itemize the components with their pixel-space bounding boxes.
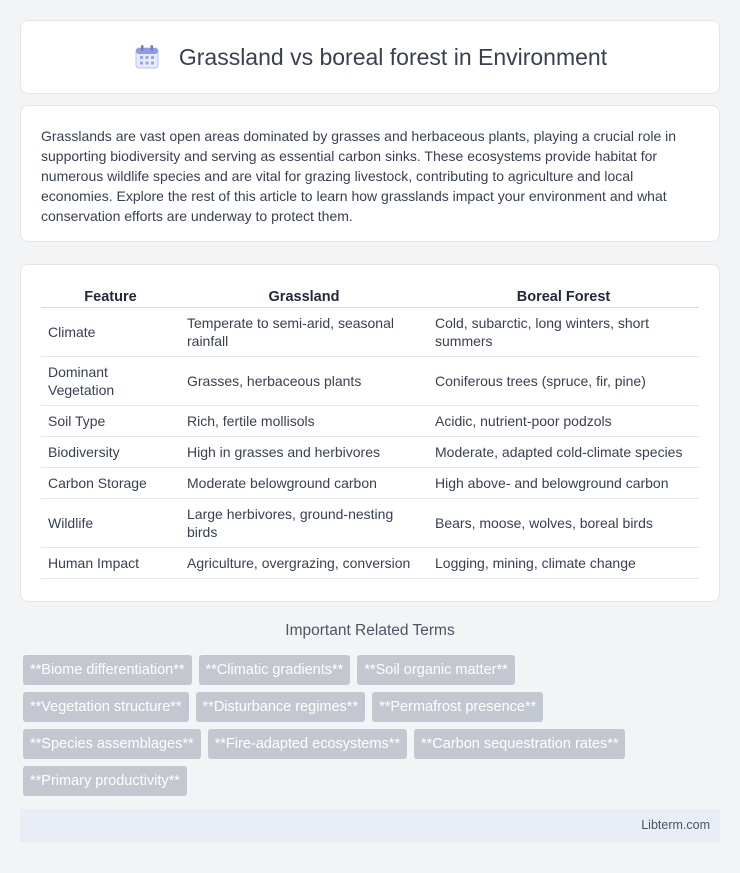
table-cell: Moderate, adapted cold-climate species bbox=[428, 437, 699, 468]
table-row bbox=[41, 308, 699, 357]
table-row bbox=[41, 548, 699, 579]
term-tag[interactable]: **Vegetation structure** bbox=[23, 692, 189, 722]
term-tag[interactable]: **Species assemblages** bbox=[23, 729, 201, 759]
header-card bbox=[20, 20, 720, 94]
table-cell: Climate bbox=[41, 308, 180, 357]
table-cell: High above- and belowground carbon bbox=[428, 468, 699, 499]
header-grassland: Grassland bbox=[180, 287, 428, 308]
term-tag[interactable]: **Primary productivity** bbox=[23, 766, 187, 796]
table-cell: Rich, fertile mollisols bbox=[180, 406, 428, 437]
related-terms bbox=[23, 655, 723, 803]
table-row bbox=[41, 468, 699, 499]
table-cell: Cold, subarctic, long winters, short summers bbox=[428, 308, 699, 357]
term-tag[interactable]: **Carbon sequestration rates** bbox=[414, 729, 625, 759]
table-cell: Large herbivores, ground-nesting birds bbox=[180, 499, 428, 548]
calendar-icon bbox=[133, 43, 161, 71]
table-cell: Moderate belowground carbon bbox=[180, 468, 428, 499]
term-tag[interactable]: **Disturbance regimes** bbox=[196, 692, 366, 722]
term-tag[interactable]: **Climatic gradients** bbox=[199, 655, 351, 685]
table-cell: Carbon Storage bbox=[41, 468, 180, 499]
footer bbox=[20, 809, 720, 842]
term-tag[interactable]: **Fire-adapted ecosystems** bbox=[208, 729, 407, 759]
table-cell: Agriculture, overgrazing, conversion bbox=[180, 548, 428, 579]
term-tag[interactable]: **Soil organic matter** bbox=[357, 655, 514, 685]
table-cell: Temperate to semi-arid, seasonal rainfall bbox=[180, 308, 428, 357]
intro-text: Grasslands are vast open areas dominated by grasses and herbaceous plants, playing a crucial role in supporting biodiversity and serving as essential carbon sinks. These ecosystems provide habitat for numerous wildlife species and are vital for grazing livestock, contributing to agriculture and local economies. Explore the rest of this article to learn how grasslands impact your environment and what conservation efforts are underway to protect them. bbox=[41, 128, 677, 224]
table-header-row bbox=[41, 287, 699, 308]
footer-site-link[interactable]: Libterm.com bbox=[641, 818, 710, 832]
table-row bbox=[41, 357, 699, 406]
comparison-card bbox=[20, 264, 720, 602]
page-title: Grassland vs boreal forest in Environment bbox=[178, 43, 608, 70]
header-feature: Feature bbox=[41, 287, 180, 308]
table-cell: Acidic, nutrient-poor podzols bbox=[428, 406, 699, 437]
table-cell: Grasses, herbaceous plants bbox=[180, 357, 428, 406]
term-tag[interactable]: **Permafrost presence** bbox=[372, 692, 543, 722]
related-terms-title: Important Related Terms bbox=[285, 622, 455, 639]
table-cell: Soil Type bbox=[41, 406, 180, 437]
table-row bbox=[41, 437, 699, 468]
table-cell: Bears, moose, wolves, boreal birds bbox=[428, 499, 699, 548]
table-cell: Human Impact bbox=[41, 548, 180, 579]
table-row bbox=[41, 406, 699, 437]
table-cell: Wildlife bbox=[41, 499, 180, 548]
table-cell: Logging, mining, climate change bbox=[428, 548, 699, 579]
intro-card bbox=[20, 105, 720, 242]
table-cell: Dominant Vegetation bbox=[41, 357, 180, 406]
table-cell: Biodiversity bbox=[41, 437, 180, 468]
header-boreal-forest: Boreal Forest bbox=[428, 287, 699, 308]
term-tag[interactable]: **Biome differentiation** bbox=[23, 655, 192, 685]
table-cell: Coniferous trees (spruce, fir, pine) bbox=[428, 357, 699, 406]
table-cell: High in grasses and herbivores bbox=[180, 437, 428, 468]
title-wrap bbox=[133, 43, 607, 71]
comparison-table bbox=[41, 287, 699, 579]
table-row bbox=[41, 499, 699, 548]
